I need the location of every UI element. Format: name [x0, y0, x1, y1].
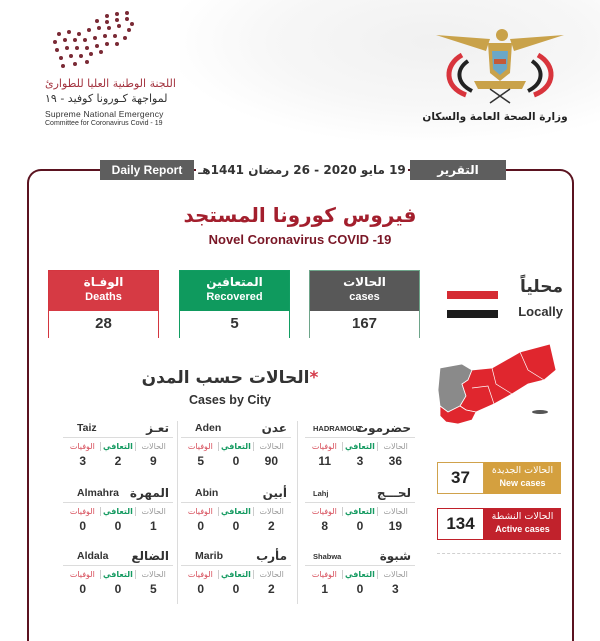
logo-dot [61, 64, 65, 68]
logo-dot [85, 60, 89, 64]
deaths-column-label: الوفيات [69, 442, 95, 451]
city-card [181, 486, 291, 536]
cases-column-label: الحالات [259, 570, 284, 579]
city-card [63, 421, 173, 471]
active-cases-card [437, 508, 561, 540]
deaths-summary-card [48, 270, 159, 338]
report-date: 19 مايو 2020 - 26 رمضان 1441هـ [196, 160, 408, 180]
city-card [305, 486, 415, 536]
city-name-ar: لحـــج [376, 486, 411, 500]
deaths-column-label: الوفيات [311, 442, 337, 451]
recovered-column-label: التعافي [218, 570, 255, 579]
deaths-column-label: الوفيات [69, 570, 95, 579]
cases-column-label: الحالات [383, 570, 408, 579]
city-recovered-value: 0 [356, 519, 364, 533]
city-cases-value: 5 [149, 582, 157, 596]
yemen-map-icon [432, 340, 562, 440]
city-recovered-value: 0 [114, 582, 122, 596]
cases-label-en: cases [349, 291, 380, 303]
ministry-name: وزارة الصحة العامة والسكان [422, 111, 568, 123]
logo-dot [115, 42, 119, 46]
city-deaths-value: 11 [318, 454, 332, 468]
cases-label-ar: الحالات [343, 275, 386, 289]
column-divider [177, 421, 178, 604]
city-recovered-value: 0 [232, 454, 240, 468]
logo-dot [127, 28, 131, 32]
logo-dot [125, 17, 129, 21]
recovered-column-label: التعافي [342, 442, 379, 451]
city-card [181, 421, 291, 471]
yemen-flag-stripes-icon [447, 291, 498, 299]
city-deaths-value: 0 [79, 519, 87, 533]
city-card [305, 421, 415, 471]
logo-dot [85, 46, 89, 50]
logo-dot [125, 11, 129, 15]
new-cases-value: 37 [437, 462, 484, 494]
city-column-labels [63, 438, 173, 451]
recovered-column-label: التعافي [342, 507, 379, 516]
logo-dot [87, 28, 91, 32]
active-cases-label-en: Active cases [495, 524, 550, 534]
city-values [181, 579, 291, 596]
logo-dot [123, 36, 127, 40]
city-name-en: Shabwa [313, 552, 342, 561]
logo-dot [69, 54, 73, 58]
city-name-en: Taiz [77, 422, 97, 434]
recovered-summary-card [179, 270, 290, 338]
city-column-labels [305, 438, 415, 451]
city-name-en: Abin [195, 487, 219, 499]
city-recovered-value: 2 [114, 454, 122, 468]
city-deaths-value: 0 [197, 519, 205, 533]
yemen-dots-logo-icon [45, 10, 135, 65]
cases-column-label: الحالات [383, 442, 408, 451]
city-recovered-value: 0 [356, 582, 364, 596]
cases-column-label: الحالات [141, 442, 166, 451]
city-recovered-value: 3 [356, 454, 364, 468]
city-name-en: Aldala [77, 550, 109, 562]
city-header [63, 421, 173, 438]
recovered-label-ar: المتعافين [206, 275, 263, 289]
city-values [63, 451, 173, 468]
city-deaths-value: 0 [197, 582, 205, 596]
locally-label-en: Locally [518, 304, 563, 319]
recovered-column-label: التعافي [100, 442, 137, 451]
date-bar [0, 160, 600, 197]
city-cases-value: 90 [264, 454, 279, 468]
locally-label-ar: محلياً [519, 277, 563, 297]
recovered-value: 5 [180, 311, 289, 338]
logo-dot [79, 54, 83, 58]
active-cases-label-ar: الحالات النشطة [491, 511, 554, 522]
daily-report-label-ar: التقرير اليومي [410, 160, 506, 180]
city-name-ar: شبوة [379, 549, 411, 563]
logo-dot [95, 44, 99, 48]
locally-badge [447, 277, 563, 323]
city-values [181, 516, 291, 533]
city-deaths-value: 3 [79, 454, 87, 468]
logo-dot [99, 50, 103, 54]
city-deaths-value: 1 [321, 582, 329, 596]
cases-summary-card [309, 270, 420, 338]
deaths-column-label: الوفيات [187, 442, 213, 451]
city-cases-value: 9 [149, 454, 157, 468]
city-name-ar: الضالع [131, 549, 169, 563]
city-column-labels [181, 503, 291, 516]
city-name-ar: مأرب [256, 549, 287, 563]
logo-dot [83, 38, 87, 42]
logo-dot [89, 52, 93, 56]
recovered-column-label: التعافي [100, 570, 137, 579]
recovered-column-label: التعافي [342, 570, 379, 579]
recovered-column-label: التعافي [100, 507, 137, 516]
city-cases-value: 2 [267, 582, 275, 596]
city-name-ar: المهرة [129, 486, 169, 500]
city-name-en: Marib [195, 550, 224, 562]
city-card [63, 486, 173, 536]
city-values [305, 516, 415, 533]
logo-dot [97, 26, 101, 30]
logo-dot [115, 12, 119, 16]
city-name-en: Almahra [77, 487, 120, 499]
cases-column-label: الحالات [141, 507, 166, 516]
logo-dot [95, 19, 99, 23]
logo-dot [130, 22, 134, 26]
city-header [305, 549, 415, 566]
city-header [63, 549, 173, 566]
page-title-ar: فيروس كورونا المستجد [183, 203, 417, 227]
logo-dot [65, 46, 69, 50]
city-name-en: Lahj [313, 489, 329, 498]
committee-name-ar-line2: لمواجهة كـورونا كوفيد - ١٩ [45, 92, 168, 105]
deaths-value: 28 [49, 311, 158, 338]
city-values [181, 451, 291, 468]
cases-column-label: الحالات [259, 442, 284, 451]
logo-dot [93, 36, 97, 40]
city-name-ar: تعـز [146, 421, 169, 435]
deaths-column-label: الوفيات [311, 507, 337, 516]
asterisk: * [309, 368, 319, 388]
logo-dot [103, 34, 107, 38]
cases-column-label: الحالات [259, 507, 284, 516]
page-title-en: Novel Coronavirus COVID -19 [208, 232, 392, 247]
logo-dot [107, 26, 111, 30]
city-column-labels [181, 566, 291, 579]
city-header [305, 421, 415, 438]
committee-name-en-line1: Supreme National Emergency [45, 109, 164, 119]
new-cases-card [437, 462, 561, 494]
city-column-labels [305, 566, 415, 579]
city-name-ar: عدن [261, 421, 287, 435]
city-column-labels [63, 503, 173, 516]
cases-column-label: الحالات [383, 507, 408, 516]
recovered-column-label: التعافي [218, 507, 255, 516]
city-header [181, 486, 291, 503]
city-values [63, 579, 173, 596]
logo-dot [113, 34, 117, 38]
dashed-divider [437, 553, 561, 554]
logo-dot [77, 32, 81, 36]
city-deaths-value: 5 [197, 454, 205, 468]
committee-name-en-line2: Committee for Coronavirus Covid - 19 [45, 120, 163, 127]
logo-dot [67, 30, 71, 34]
city-deaths-value: 0 [79, 582, 87, 596]
logo-dot [115, 18, 119, 22]
city-column-labels [181, 438, 291, 451]
city-name-en: Aden [195, 422, 222, 434]
recovered-label-en: Recovered [206, 291, 263, 303]
logo-dot [105, 20, 109, 24]
city-header [181, 421, 291, 438]
city-card [63, 549, 173, 599]
cases-column-label: الحالات [141, 570, 166, 579]
city-values [305, 451, 415, 468]
cases-by-city-heading-en: Cases by City [189, 393, 271, 407]
column-divider [297, 421, 298, 604]
logo-dot [63, 38, 67, 42]
city-cases-value: 2 [267, 519, 275, 533]
logo-dot [75, 46, 79, 50]
active-cases-value: 134 [437, 508, 484, 540]
committee-logo [45, 10, 205, 127]
city-cases-value: 36 [388, 454, 403, 468]
new-cases-label-ar: الحالات الجديدة [491, 465, 554, 476]
deaths-column-label: الوفيات [311, 570, 337, 579]
yemen-flag-black-stripe-icon [447, 310, 498, 318]
city-recovered-value: 0 [232, 582, 240, 596]
logo-dot [55, 48, 59, 52]
city-recovered-value: 0 [232, 519, 240, 533]
city-cases-value: 1 [149, 519, 157, 533]
city-values [63, 516, 173, 533]
recovered-column-label: التعافي [218, 442, 255, 451]
logo-dot [59, 56, 63, 60]
city-header [305, 486, 415, 503]
city-header [181, 549, 291, 566]
deaths-label-en: Deaths [85, 291, 122, 303]
deaths-column-label: الوفيات [187, 570, 213, 579]
city-name-ar: حضرموت [356, 421, 411, 435]
yemen-emblem-eagle-icon [430, 25, 570, 105]
city-header [63, 486, 173, 503]
city-name-en: HADRAMOUT [313, 424, 363, 433]
deaths-column-label: الوفيات [187, 507, 213, 516]
city-cases-value: 3 [391, 582, 399, 596]
city-recovered-value: 0 [114, 519, 122, 533]
city-card [305, 549, 415, 599]
city-name-ar: أبين [262, 486, 287, 500]
logo-dot [105, 14, 109, 18]
city-card [181, 549, 291, 599]
city-values [305, 579, 415, 596]
logo-dot [53, 40, 57, 44]
city-cases-value: 19 [388, 519, 403, 533]
logo-dot [73, 38, 77, 42]
cases-by-city-ar: الحالات حسب المدن [141, 368, 310, 388]
new-cases-label-en: New cases [499, 478, 546, 488]
logo-dot [117, 24, 121, 28]
logo-dot [105, 42, 109, 46]
city-column-labels [63, 566, 173, 579]
cases-by-city-heading-ar [120, 368, 340, 388]
daily-report-label-en: Daily Report [100, 160, 194, 180]
city-deaths-value: 8 [321, 519, 329, 533]
cases-value: 167 [310, 311, 419, 338]
logo-dot [57, 32, 61, 36]
logo-dot [73, 62, 77, 66]
deaths-label-ar: الوفـاة [83, 275, 124, 289]
committee-name-ar-line1: اللجنة الوطنية العليا للطوارئ [45, 77, 176, 90]
city-column-labels [305, 503, 415, 516]
deaths-column-label: الوفيات [69, 507, 95, 516]
